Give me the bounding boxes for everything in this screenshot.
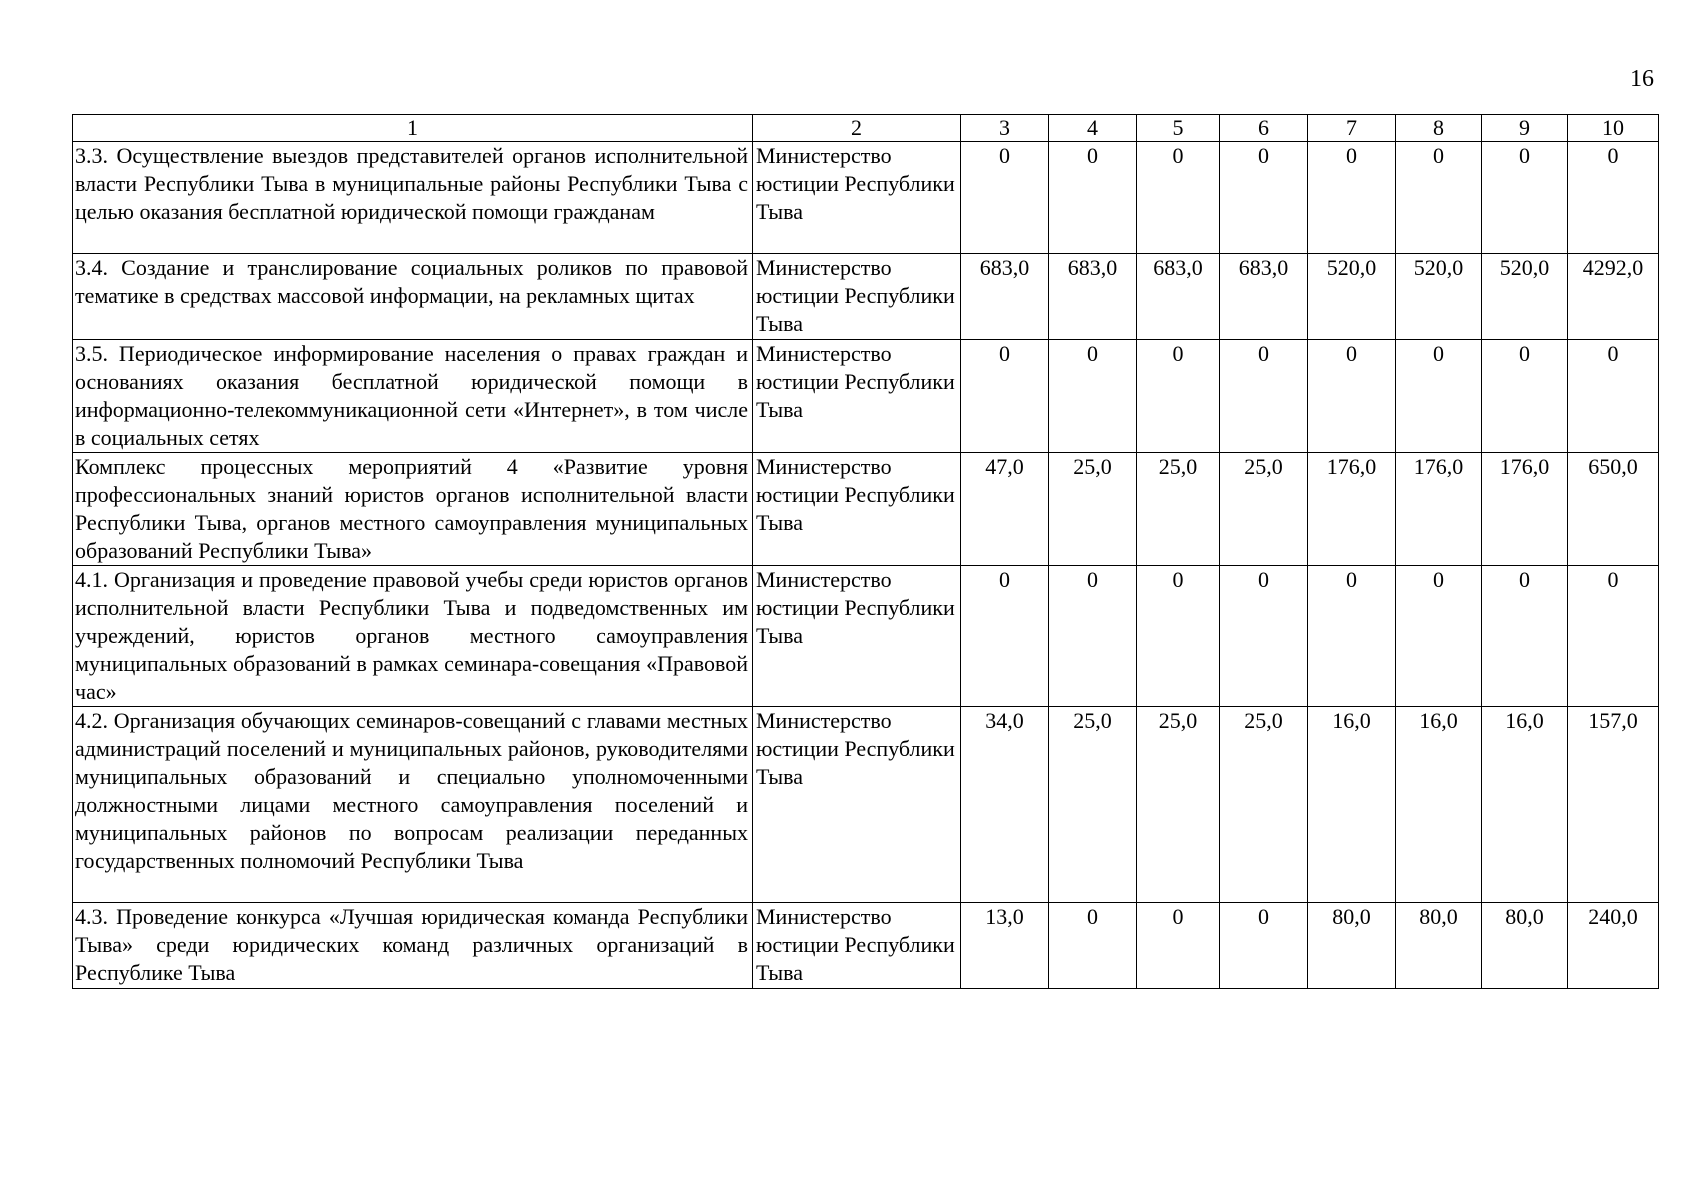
value-cell: 176,0 — [1396, 453, 1482, 566]
value-cell: 0 — [1568, 142, 1659, 254]
value-cell: 25,0 — [1049, 707, 1137, 903]
value-cell: 25,0 — [1137, 453, 1220, 566]
row-description: 4.1. Организация и проведение правовой учебы среди юристов органов исполнительной власти Республики Тыва и подведомственных им учреждений, юристов органов местного самоуправления муниципальных образований в рамках семинара-совещания «Правовой час» — [73, 566, 753, 707]
value-cell: 25,0 — [1137, 707, 1220, 903]
value-cell: 0 — [1396, 142, 1482, 254]
header-cell: 5 — [1137, 115, 1220, 142]
table-row — [73, 142, 1659, 254]
value-cell: 0 — [1396, 566, 1482, 707]
value-cell: 0 — [1482, 142, 1568, 254]
value-cell: 176,0 — [1308, 453, 1396, 566]
row-description: 3.5. Периодическое информирование населения о правах граждан и основаниях оказания бесплатной юридической помощи в информационно-телекоммуникационной сети «Интернет», в том числе в социальных сетях — [73, 340, 753, 453]
table-row — [73, 340, 1659, 453]
value-cell: 80,0 — [1482, 903, 1568, 989]
value-cell: 0 — [1308, 340, 1396, 453]
value-cell: 0 — [1482, 566, 1568, 707]
value-cell: 34,0 — [961, 707, 1049, 903]
row-responsible: Министерство юстиции Республики Тыва — [753, 142, 961, 254]
row-description: 3.4. Создание и транслирование социальных роликов по правовой тематике в средствах массовой информации, на рекламных щитах — [73, 254, 753, 340]
table-row — [73, 566, 1659, 707]
header-cell: 10 — [1568, 115, 1659, 142]
header-cell: 9 — [1482, 115, 1568, 142]
header-cell: 1 — [73, 115, 753, 142]
value-cell: 683,0 — [1220, 254, 1308, 340]
row-description: 4.2. Организация обучающих семинаров-совещаний с главами местных администраций поселений и муниципальных районов, руководителями муниципальных образований и специально уполномоченными должностными лицами местного самоуправления поселений и муниципальных районов по вопросам реализации переданных государственных полномочий Республики Тыва — [73, 707, 753, 903]
row-responsible: Министерство юстиции Республики Тыва — [753, 903, 961, 989]
value-cell: 16,0 — [1396, 707, 1482, 903]
value-cell: 683,0 — [961, 254, 1049, 340]
value-cell: 47,0 — [961, 453, 1049, 566]
value-cell: 0 — [1049, 566, 1137, 707]
value-cell: 0 — [961, 142, 1049, 254]
value-cell: 25,0 — [1220, 707, 1308, 903]
value-cell: 13,0 — [961, 903, 1049, 989]
header-cell: 7 — [1308, 115, 1396, 142]
value-cell: 0 — [1220, 566, 1308, 707]
row-description: 3.3. Осуществление выездов представителей органов исполнительной власти Республики Тыва в муниципальные районы Республики Тыва с целью оказания бесплатной юридической помощи гражданам — [73, 142, 753, 254]
value-cell: 650,0 — [1568, 453, 1659, 566]
header-cell: 2 — [753, 115, 961, 142]
value-cell: 80,0 — [1308, 903, 1396, 989]
header-cell: 4 — [1049, 115, 1137, 142]
page-number: 16 — [1630, 66, 1654, 92]
value-cell: 157,0 — [1568, 707, 1659, 903]
header-cell: 6 — [1220, 115, 1308, 142]
value-cell: 25,0 — [1049, 453, 1137, 566]
table-row — [73, 707, 1659, 903]
row-responsible: Министерство юстиции Республики Тыва — [753, 566, 961, 707]
value-cell: 25,0 — [1220, 453, 1308, 566]
header-row — [73, 115, 1659, 142]
table-row — [73, 903, 1659, 989]
value-cell: 520,0 — [1482, 254, 1568, 340]
row-responsible: Министерство юстиции Республики Тыва — [753, 707, 961, 903]
value-cell: 16,0 — [1308, 707, 1396, 903]
value-cell: 4292,0 — [1568, 254, 1659, 340]
value-cell: 0 — [961, 566, 1049, 707]
value-cell: 520,0 — [1308, 254, 1396, 340]
value-cell: 240,0 — [1568, 903, 1659, 989]
value-cell: 0 — [1049, 903, 1137, 989]
value-cell: 0 — [1137, 903, 1220, 989]
value-cell: 0 — [1137, 566, 1220, 707]
header-cell: 8 — [1396, 115, 1482, 142]
row-responsible: Министерство юстиции Республики Тыва — [753, 254, 961, 340]
value-cell: 16,0 — [1482, 707, 1568, 903]
value-cell: 0 — [1568, 566, 1659, 707]
value-cell: 0 — [1308, 142, 1396, 254]
table-row — [73, 254, 1659, 340]
value-cell: 0 — [1482, 340, 1568, 453]
value-cell: 0 — [1568, 340, 1659, 453]
table-row — [73, 453, 1659, 566]
value-cell: 0 — [1220, 340, 1308, 453]
value-cell: 0 — [1049, 142, 1137, 254]
value-cell: 0 — [1137, 340, 1220, 453]
value-cell: 0 — [1137, 142, 1220, 254]
header-cell: 3 — [961, 115, 1049, 142]
value-cell: 683,0 — [1049, 254, 1137, 340]
value-cell: 0 — [1308, 566, 1396, 707]
value-cell: 80,0 — [1396, 903, 1482, 989]
budget-table — [72, 114, 1659, 989]
value-cell: 0 — [1220, 142, 1308, 254]
value-cell: 0 — [1049, 340, 1137, 453]
row-description: Комплекс процессных мероприятий 4 «Развитие уровня профессиональных знаний юристов органов исполнительной власти Республики Тыва, органов местного самоуправления муниципальных образований Республики Тыва» — [73, 453, 753, 566]
value-cell: 683,0 — [1137, 254, 1220, 340]
value-cell: 0 — [1396, 340, 1482, 453]
value-cell: 0 — [961, 340, 1049, 453]
row-responsible: Министерство юстиции Республики Тыва — [753, 453, 961, 566]
value-cell: 0 — [1220, 903, 1308, 989]
row-description: 4.3. Проведение конкурса «Лучшая юридическая команда Республики Тыва» среди юридических команд различных организаций в Республике Тыва — [73, 903, 753, 989]
value-cell: 520,0 — [1396, 254, 1482, 340]
value-cell: 176,0 — [1482, 453, 1568, 566]
row-responsible: Министерство юстиции Республики Тыва — [753, 340, 961, 453]
